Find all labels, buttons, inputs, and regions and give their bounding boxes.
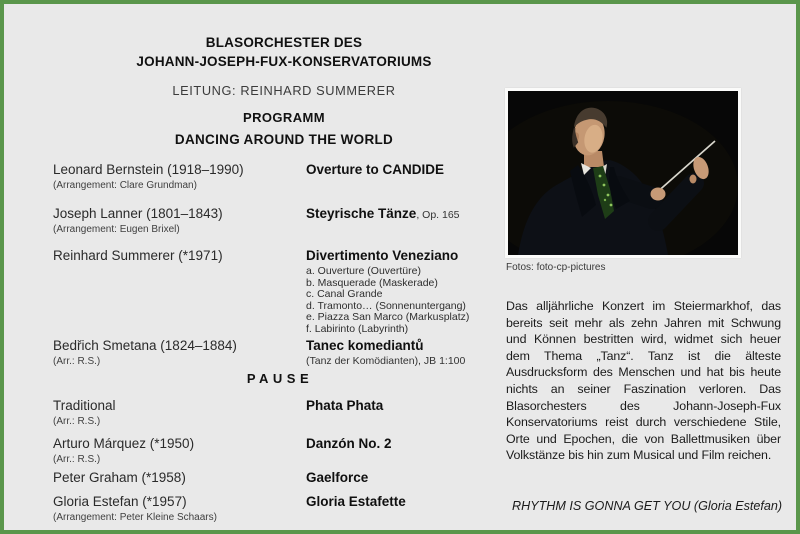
arrangement-credit: (Arr.: R.S.) — [53, 355, 101, 367]
conductor-photo-art — [508, 91, 738, 255]
pause-label: PAUSE — [246, 370, 314, 386]
arrangement-credit: (Arrangement: Eugen Brixel) — [53, 224, 180, 235]
closing-quote: RHYTHM IS GONNA GET YOU (Gloria Estefan) — [512, 499, 783, 513]
composer-name: Leonard Bernstein (1918–1990) — [53, 162, 244, 177]
piece-title — [306, 494, 507, 509]
composer-cell — [53, 398, 306, 428]
orchestra-name-line2: JOHANN-JOSEPH-FUX-KONSERVATORIUMS — [136, 53, 432, 69]
composer-cell — [53, 436, 306, 466]
composer-cell — [53, 470, 306, 486]
composer-name: Bedřich Smetana (1824–1884) — [53, 337, 237, 353]
piece-title — [306, 398, 507, 413]
composer-cell — [53, 206, 306, 236]
conductor-line: LEITUNG: REINHARD SUMMERER — [172, 83, 396, 98]
program-row — [53, 338, 507, 368]
piece-movements — [306, 266, 507, 336]
piece-cell — [306, 470, 507, 485]
program-row — [53, 162, 507, 192]
program-row — [53, 398, 507, 428]
piece-cell — [306, 162, 507, 177]
piece-title-text: Danzón No. 2 — [306, 435, 392, 451]
composer-name: Reinhard Summerer (*1971) — [53, 248, 223, 263]
program-row — [53, 470, 507, 486]
composer-name: Peter Graham (*1958) — [53, 469, 186, 485]
piece-title-text: Divertimento Veneziano — [306, 248, 459, 263]
piece-title-text: Phata Phata — [306, 397, 384, 413]
piece-title-opus: , Op. 165 — [416, 209, 460, 221]
piece-cell — [306, 436, 507, 451]
program-row — [53, 494, 507, 524]
piece-title — [306, 162, 507, 177]
movement-line: b. Masquerade (Maskerade) — [306, 276, 438, 289]
composer-name: Gloria Estefan (*1957) — [53, 493, 187, 509]
movement-line: f. Labirinto (Labyrinth) — [306, 322, 409, 335]
piece-subtitle: (Tanz der Komödianten), JB 1:100 — [306, 354, 466, 367]
movement-line: e. Piazza San Marco (Markusplatz) — [306, 311, 470, 324]
piece-title — [306, 248, 507, 263]
program-row — [53, 248, 507, 336]
piece-cell — [306, 494, 507, 509]
theme-title: DANCING AROUND THE WORLD — [174, 132, 394, 147]
composer-name: Traditional — [53, 397, 116, 413]
piece-title — [306, 436, 507, 451]
piece-title-text: Overture to CANDIDE — [306, 162, 445, 177]
program-label: PROGRAMM — [243, 110, 325, 125]
arrangement-credit: (Arr.: R.S.) — [53, 453, 101, 465]
arrangement-credit: (Arrangement: Clare Grundman) — [53, 180, 197, 191]
piece-title-text: Steyrische Tänze — [306, 206, 417, 221]
program-list — [53, 162, 507, 524]
piece-title-text: Gaelforce — [306, 469, 369, 485]
composer-name: Arturo Márquez (*1950) — [53, 435, 195, 451]
orchestra-name-line1: BLASORCHESTER DES — [205, 35, 363, 50]
conductor-photo — [505, 88, 741, 258]
composer-cell — [53, 494, 306, 524]
piece-cell — [306, 206, 507, 223]
arrangement-credit: (Arrangement: Peter Kleine Schaars) — [53, 511, 217, 523]
piece-cell — [306, 338, 507, 368]
arrangement-credit: (Arr.: R.S.) — [53, 415, 101, 427]
piece-title — [306, 338, 507, 353]
masthead — [4, 34, 564, 147]
photo-credit: Fotos: foto-cp-pictures — [506, 262, 606, 273]
program-row — [53, 436, 507, 466]
piece-cell — [306, 398, 507, 413]
piece-title — [306, 206, 507, 223]
composer-name: Joseph Lanner (1801–1843) — [53, 206, 223, 221]
composer-cell — [53, 248, 306, 264]
movement-line: a. Ouverture (Ouvertüre) — [306, 265, 421, 277]
movement-line: c. Canal Grande — [306, 288, 383, 301]
program-row — [53, 206, 507, 236]
piece-title-text: Gloria Estafette — [306, 493, 406, 509]
piece-title — [306, 470, 507, 485]
composer-cell — [53, 338, 306, 368]
piece-title-text: Tanec komediantů — [306, 337, 424, 353]
piece-cell — [306, 248, 507, 336]
concert-description: Das alljährliche Konzert im Steiermarkhof, das bereits seit mehr als zehn Jahren mit Schwung und Können bestritten wird, widmet sich heuer dem Thema „Tanz“. Tanz ist die älteste Ausdrucksform des Menschen und hat bis heute nichts an seiner Faszination verloren. Das Blasorchesters des Johann-Joseph-Fux Konservatoriums reist durch verschiedene Stile, Orte und Epochen, die von Ballettmusiken über Volkstänze bis hin zum Musical und Film reichen. — [506, 299, 781, 463]
movement-line: d. Tramonto… (Sonnenuntergang) — [306, 299, 466, 312]
composer-cell — [53, 162, 306, 192]
